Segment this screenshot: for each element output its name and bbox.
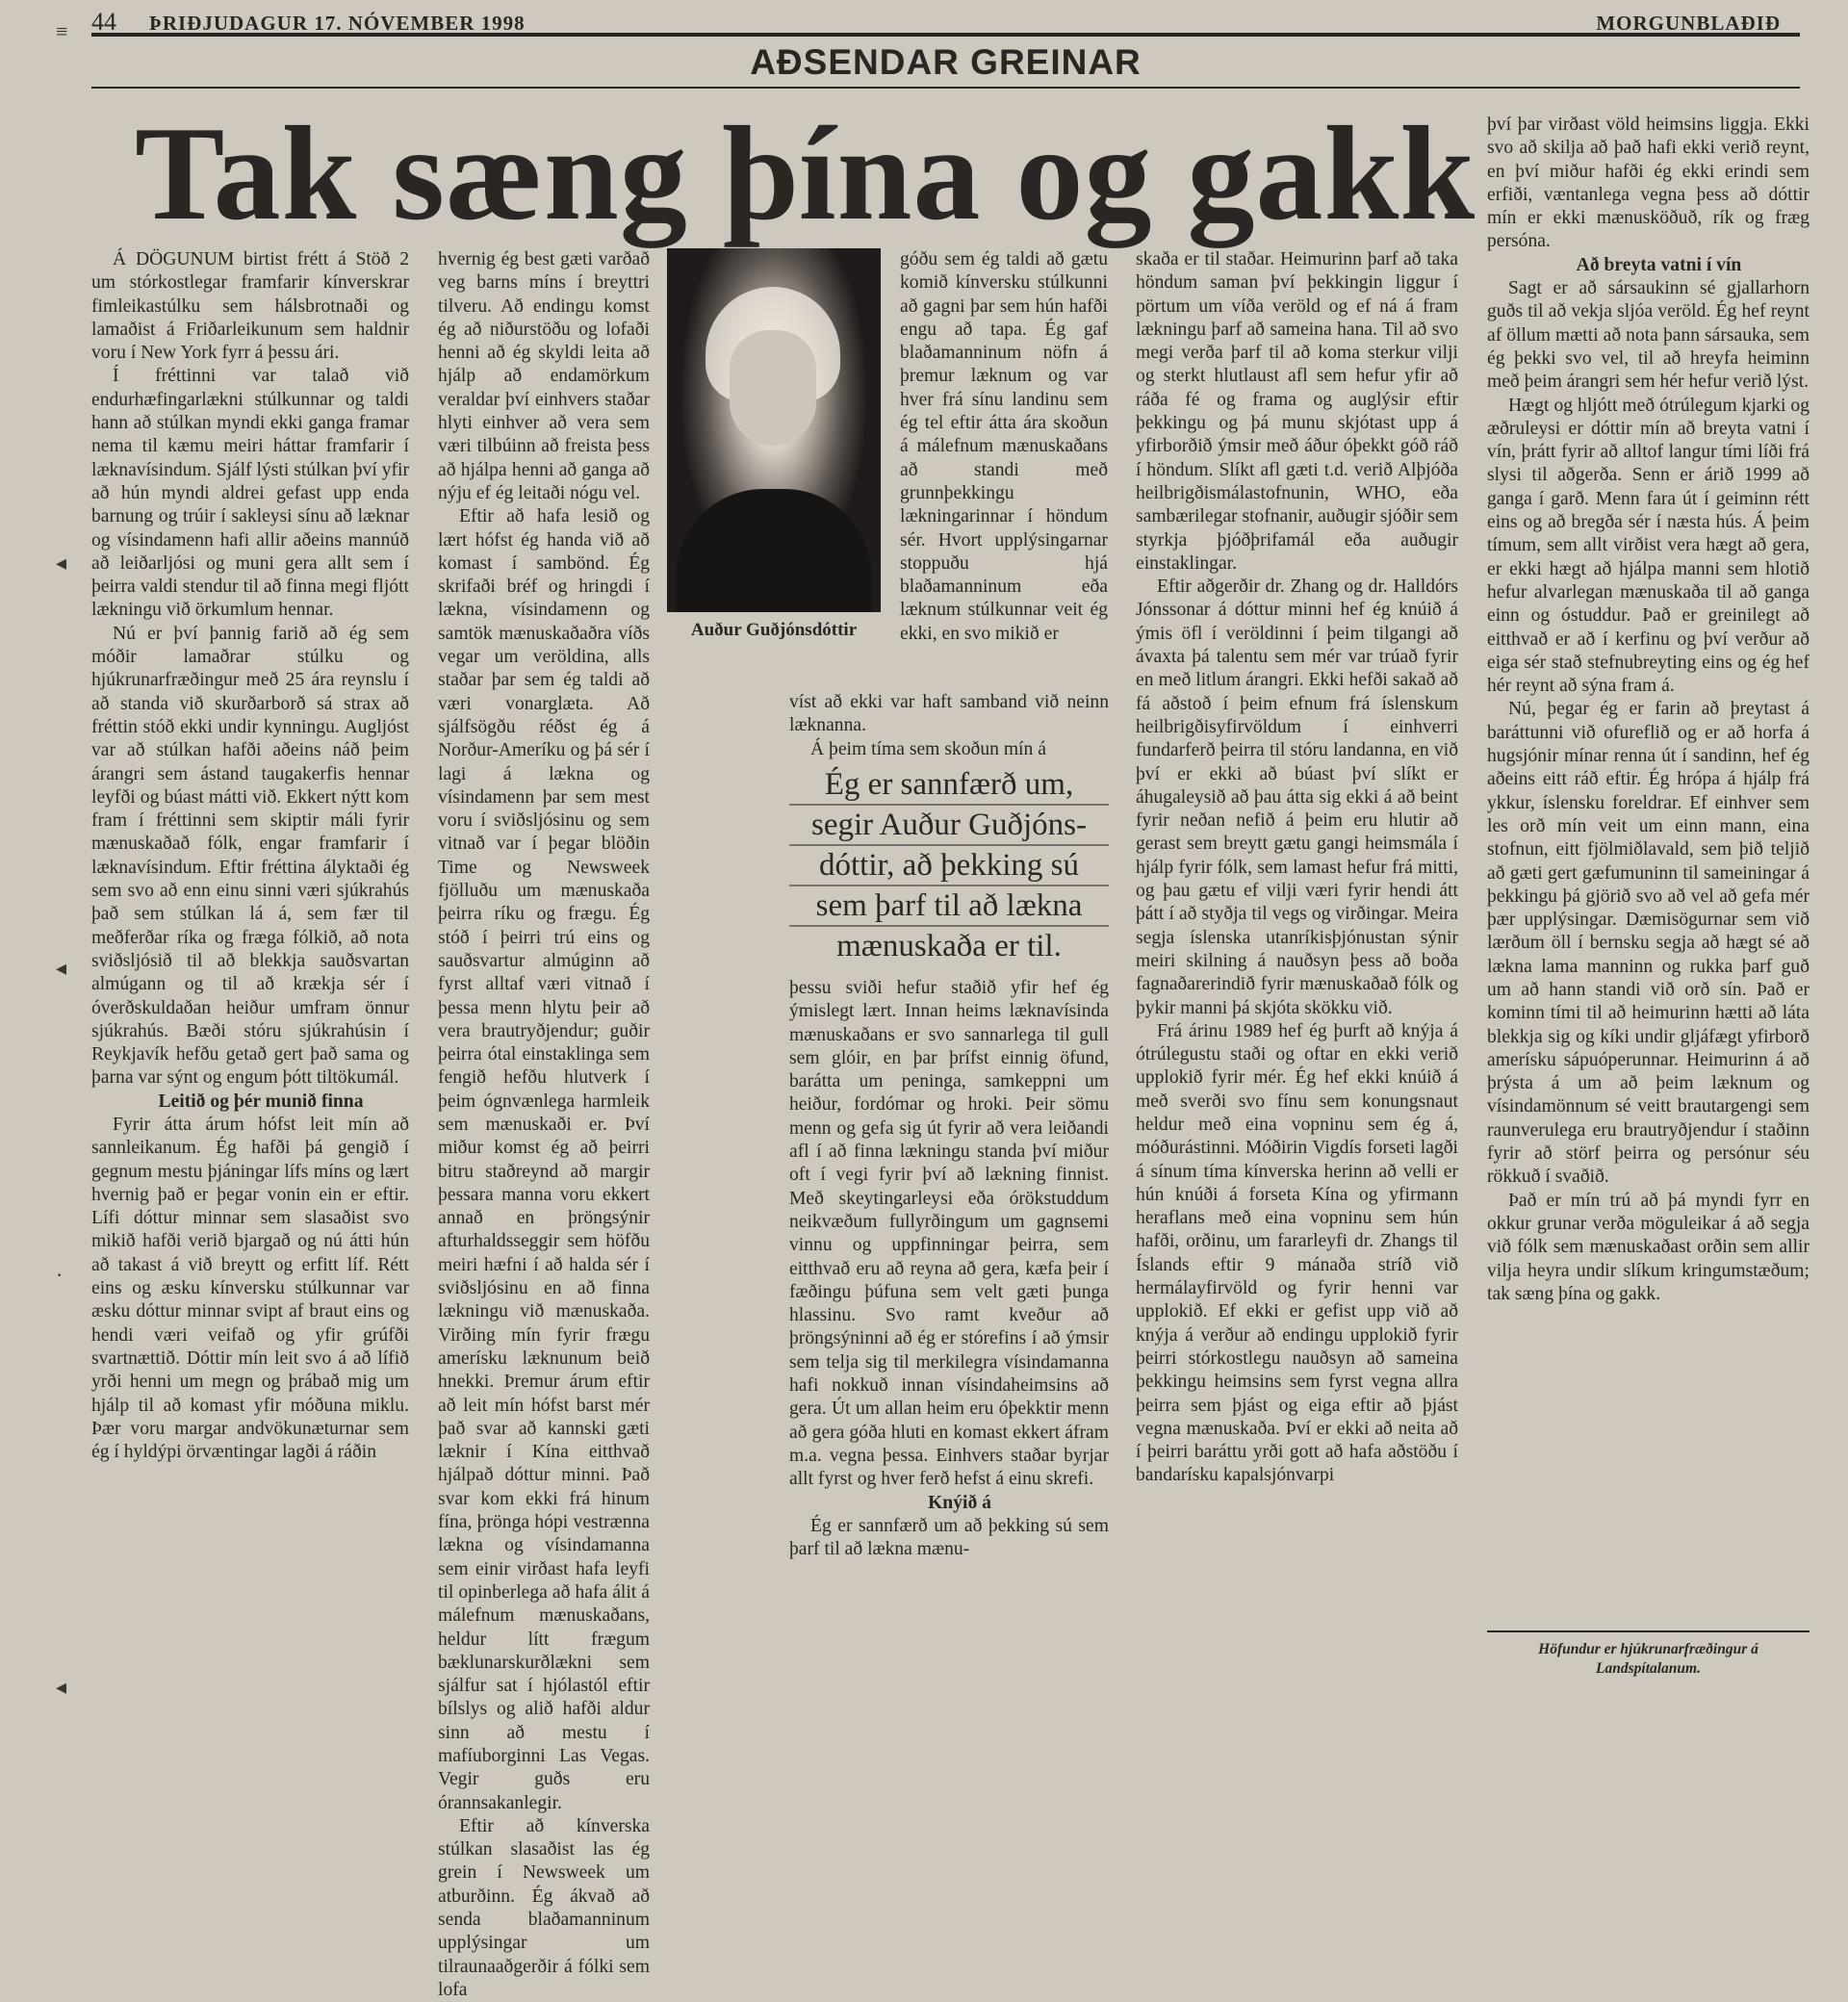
article-paragraph: Hægt og hljótt með ótrúlegum kjarki og æðruleysi er dóttir mín að breyta vatni í vín, þrátt fyrir að alltof langur tími líði frá slysi til aðgerða. Senn er árið 1999 að ganga í garð. Menn fara út í geiminn rétt eins og að bregða sér í næsta hús. Á þeim tímum, sem allt virðist vera hægt að gera, er ekki hægt að hjálpa manni sem hlotið hefur alvarlegan mænuskaða til að ganga einn og óstuddur. Það er greinilegt að eitthvað er að í kerfinu og því verður að eiga sér stað stefnubreyting eins og ég hef hér reynt að sýna fram á. bbox=[1487, 395, 1810, 697]
article-column-3-bottom bbox=[789, 977, 1109, 1684]
article-paragraph: Nú, þegar ég er farin að þreytast á baráttunni við ofureflið og er að horfa á hugsjónir mínar renna út í sandinn, hef ég aðeins eitt ráð eftir. Ég hrópa á hjálp frá ykkur, íslensku foreldrar. Ef einhver sem les orð mín veit um einn mann, eina stofnun, eitt fjölmiðlavald, sem þið teljið að gæti gert gæfumuninn til sameiningar á þekkingu þá gjörið svo að vel að gefa mér þær upplýsingar. Dæmisögurnar sem við lærðum öll í bernsku segja að hægt sé að lækna lama manninn og rukka þarf guð um að hann standi við orð sín. Það er kominn tími til að heimurinn hætti að láta blekkja sig og kíki undir gljáfægt yfirborð amerísku sápuóperunnar. Heimurinn á að þrýsta á um að þeim læknum og vísindamönnum sé veitt brautargengi sem raunverulega eru brautryðjendur í staðinn fyrir að störf þeirra og persónur séu rökkuð í svaðið. bbox=[1487, 699, 1810, 1188]
article-paragraph: Eftir aðgerðir dr. Zhang og dr. Halldórs Jónssonar á dóttur minni hef ég knúið á ýmis öfl í veröldinni í þeim tilgangi að ávaxta þá talentu sem mér var trúað fyrir en með litlum árangri. Ekki hefði sakað að fá aðstoð í þeim efnum frá íslenskum heilbrigðisyfirvöldum í einhverri fundarferð þeirra til stóru landanna, en við því er ekki að búast því slíkt er áhugaleysið að þau átta sig ekki á að beint fyrir neðan nefið á þeim eru hlutir að gerast sem breytt gætu gangi heimsmála í hjálp fyrir fólk, sem lamast hefur frá mitti, og þau gætu ef vilji væri fyrir hendi átt þátt í að styðja til vegs og virðingar. Meira segja íslenska utanríkisþjónustan sýnir meiri skilning á nauðsyn þess að boða fagnaðarerindið fyrir mænuskaðað fólk og þykir manni þá skjóta skökku við. bbox=[1136, 577, 1458, 1018]
article-column-3-mid bbox=[789, 691, 1109, 762]
pull-quote-line: dóttir, að þekking sú bbox=[789, 846, 1109, 886]
article-paragraph: Eftir að hafa lesið og lært hófst ég handa við að komast í sambönd. Ég skrifaði bréf og hringdi í lækna, vísindamenn og samtök mænuskaðaðra víðs vegar um veröldina, alls staðar þar sem ég taldi að væri vonarglæta. Að sjálfsögðu réðst ég á Norður-Ameríku og þá sér í lagi á lækna og vísindamenn þar sem mest voru í sviðsljósinu og sem vitnað var í þegar blöðin Time og Newsweek fjölluðu um mænuskaða þeirra ríku og frægu. Ég stóð í þeirri trú eins og sauðsvartur almúginn að fyrst alltaf væri vitnað í þessa menn hlytu þeir að vera brautryðjendur; guðir þeirra ótal einstaklinga sem fengið hefðu hlutverk í þeim ógnvænlega harmleik sem mænuskaði er. Því miður komst ég að þeirri bitru staðreynd að margir þessara manna voru ekkert annað en þröngsýnir afturhaldsseggir sem höfðu meiri hæfni í að halda sér í sviðsljósinu en að finna lækningu við mænuskaða. Virðing mín fyrir frægu amerísku læknunum beið hnekki. Þremur árum eftir að leit mín hófst barst mér það svar að kannski gæti læknir í Kína eitthvað hjálpað dóttur minni. Það svar kom ekki frá hinum fína, þrönga hópi vestrænna lækna og vísindamanna sem einir virðast hafa leyfi til opinberlega að hafa álit á málefnum mænuskaðans, heldur lítt frægum bæklunarskurðlækni sem sjálfur sat í hjólastól eftir bílslys og alið hafði aldur sinn að mestu í mafíuborginni Las Vegas. Vegir guðs eru órannsakanlegir. bbox=[438, 506, 650, 1813]
photo-caption: Auður Guðjónsdóttir bbox=[690, 620, 858, 640]
article-paragraph: þessu sviði hefur staðið yfir hef ég ýmislegt lært. Innan heims læknavísinda mænuskaðans er svo sannarlega til gull sem glóir, en þar þrífst einnig öfund, barátta um peninga, samkeppni um heiður, fordómar og hroki. Þeir sömu menn og gefa sig út fyrir að vera leiðandi afl í að finna lækningu standa því miður oft í vegi fyrir því að lækning finnist. Með skeytingarleysi eða órökstuddum neikvæðum fullyrðingum um gagnsemi vinnu og uppfinningar þeirra, sem eitthvað eru að reyna að gera, kæfa þeir í fæðingu þúfuna sem velt gæti þunga hlassinu. Svo ramt kveður að þröngsýninni að ég er stórefins í að ýmsir sem telja sig til merkilegra vísindamanna hafi nokkuð innan vísindaheimsins að gera. Út um allan heim eru óþekktir menn að gera góða hluti en komast ekkert áfram m.a. vegna þessa. Einhvers staðar byrjar allt fyrst og hver ferð hefst á einu skrefi. bbox=[789, 978, 1109, 1490]
margin-mark: · bbox=[56, 1263, 64, 1287]
article-column-1 bbox=[91, 248, 409, 1682]
article-column-2-top bbox=[438, 248, 650, 2000]
article-paragraph: Frá árinu 1989 hef ég þurft að knýja á ótrúlegustu staði og oftar en ekki verið upplokið fyrir mér. Ég hef ekki knúið á með sverði svo fínu sem konungsnaut heldur með eina vopninu sem ég á, móðurástinni. Móðirin Vigdís forseti lagði á sínum tíma kínverska herinn að velli er hún knúði á forseta Kína og yfirmann heraflans með eina vopninu sem hún hafði, orðinu, um fararleyfi dr. Zhangs til Íslands eftir 9 mánaða stríð við hermálayfirvöld og fyrir henni var upplokið. Ef ekki er gefist upp við að knýja á verður að endingu upplokið fyrir þeirri stórkostlegu nauðsyn að sameina þekkingu heimsins sem fyrst vegna allra þeirra sem þjást og eiga eftir að þjást vegna mænuskaða. Því er ekki að neita að í þeirri baráttu yrði gott að hafa aðstöðu í bandarísku kapalsjónvarpi bbox=[1136, 1020, 1458, 1486]
article-column-5 bbox=[1487, 114, 1810, 1625]
author-photo bbox=[667, 248, 881, 612]
article-paragraph: Á DÖGUNUM birtist frétt á Stöð 2 um stórkostlegar framfarir kínverskrar fimleikastúlku sem hálsbrotnaði og lamaðist á Friðarleikunum sem haldnir voru í New York fyrr á þessu ári. bbox=[91, 249, 409, 364]
margin-mark: ◂ bbox=[56, 1675, 67, 1699]
article-paragraph: Á þeim tíma sem skoðun mín á bbox=[810, 738, 1046, 759]
pull-quote-line: sem þarf til að lækna bbox=[789, 886, 1109, 927]
article-column-4 bbox=[1136, 248, 1458, 1682]
margin-mark: ◂ bbox=[56, 956, 67, 980]
article-paragraph: skaða er til staðar. Heimurinn þarf að taka höndum saman því þekkingin liggur í pörtum um víða veröld og ef ná á fram lækningu þarf að sameina hana. Til að svo megi verða þarf til að koma sterkur vilji og sterkt hlutlaust afl sem hefur yfir að ráða fé og frama og auglýsir eftir þekkingu og þá munu skjótast upp á yfirborðið ýmsir með áður óþekkt góð ráð í höndum. Slíkt afl gæti t.d. verið Alþjóða heilbrigðismálastofnunin, WHO, eða sambærilegar stofnanir, auðugir sjóðir sem styrkja þjóðþrifamál eða auðugir einstaklingar. bbox=[1136, 249, 1458, 574]
article-paragraph: Það er mín trú að þá myndi fyrr en okkur grunar verða möguleikar á að segja við fólk sem mænuskaðast orðin sem allir vilja heyra undir slíkum kringumstæðum; tak sæng þína og gakk. bbox=[1487, 1190, 1810, 1304]
article-paragraph: Fyrir átta árum hófst leit mín að sannleikanum. Ég hafði þá gengið í gegnum mestu þjáningar lífs míns og lært hvernig það er þegar vonin ein er eftir. Lífi dóttur minnar sem slasaðist svo mikið hafði verið bjargað og nú átti hún að takast á við breytt og erfitt líf. Rétt eins og æsku kínversku stúlkunnar var æsku dóttur minnar svipt af braut eins og hendi væri veifað og yfir grúfði svartnættið. Dóttir mín leit svo á að lífið yrði henni um megn og þrábað mig um hjálp til að komast yfir móðuna miklu. Þær voru margar andvökunæturnar sem ég í hyldýpi örvæntingar lagði á ráðin bbox=[91, 1114, 409, 1463]
article-paragraph: hvernig ég best gæti varðað veg barns míns í breyttri tilveru. Að endingu komst ég að niðurstöðu og lofaði henni að ég skyldi leita að hjálp að endamörkum veraldar því einhvers staðar hlyti einhver að vera sem væri tilbúinn að freista þess að hjálpa henni að ganga að nýju ef ég leitaði nógu vel. bbox=[438, 249, 650, 503]
article-paragraph: víst að ekki var haft samband við neinn læknanna. bbox=[789, 692, 1109, 736]
pull-quote-line: mænuskaða er til. bbox=[836, 929, 1062, 963]
article-paragraph: Í fréttinni var talað við endurhæfingarlækni stúlkunnar og taldi hann að stúlkan myndi ekki ganga framar nema til kæmu meiri háttar framfarir í læknavísindum. Sjálf lýsti stúlkan því yfir að hún myndi aldrei gefast upp enda barnung og trúir í sakleysi sínu að læknar og vísindamenn hafi allir aðeins mannúð að leiðarljósi og muni gera allt sem í þeirra valdi stendur til að finna megi fljótt lækningu við örkumlum hennar. bbox=[91, 366, 409, 621]
margin-mark: ≡ bbox=[56, 19, 68, 43]
page-number: 44 bbox=[91, 8, 116, 36]
subheading: Knýið á bbox=[928, 1492, 991, 1513]
running-header bbox=[91, 8, 1800, 37]
section-title: AÐSENDAR GREINAR bbox=[91, 42, 1800, 89]
pull-quote bbox=[789, 765, 1109, 965]
pull-quote-line: Ég er sannfærð um, bbox=[789, 765, 1109, 806]
subheading: Að breyta vatni í vín bbox=[1576, 254, 1742, 275]
pull-quote-line: segir Auður Guðjóns- bbox=[789, 806, 1109, 846]
margin-mark: ◂ bbox=[56, 551, 67, 575]
article-paragraph: góðu sem ég taldi að gætu komið kínversku stúlkunni að gagni þar sem hún hafði engu að tapa. Ég gaf blaðamanninum nöfn á þremur læknum og var hver frá sínu landinu sem ég tel eftir átta ára skoðun á málefnum mænuskaðans að standi með grunnþekkingu lækningarinnar í höndum sér. Hvort upplýsingarnar stoppuðu hjá blaðamanninum eða læknum stúlkunnar veit ég ekki, en svo mikið er bbox=[900, 249, 1108, 644]
author-note: Höfundur er hjúkrunarfræðingur á Landspítalanum. bbox=[1487, 1630, 1810, 1679]
article-paragraph: Eftir að kínverska stúlkan slasaðist las ég grein í Newsweek um atburðinn. Ég ákvað að senda blaðamanninum upplýsingar um tilraunaaðgerðir á fólki sem lofa bbox=[438, 1815, 650, 2000]
newspaper-name: MORGUNBLAÐIÐ bbox=[1596, 12, 1781, 35]
article-paragraph: Nú er því þannig farið að ég sem móðir lamaðrar stúlku og hjúkrunarfræðingur með 25 ára reynslu í að standa við skurðarborð sá strax að fréttin stóð ekki undir kynningu. Augljóst var að stúlkan hafði aðeins náð þeim árangri sem ástand taugakerfis hennar leyfði og búast mátti við. Ekkert nýtt kom fram í fréttinni sem skiptir máli fyrir mænuskaðað fólk, engar framfarir í læknavísindum. Eftir fréttina ályktaði ég sem svo að enn einu sinni væri sjúkrahús það sem stúlkan lá á, sem fær til meðferðar ríka og fræga fólkið, að nota sviðsljósið til að blekkja sauðsvartan almúgann og til að krækja sér í óverðskuldaðan heiður umfram önnur sjúkrahús. Bæði stóru sjúkrahúsin í Reykjavík hefðu getað gert það sama og þarna var sýnt og engum þótt tiltökumál. bbox=[91, 623, 409, 1089]
article-paragraph: Ég er sannfærð um að þekking sú sem þarf til að lækna mænu- bbox=[789, 1515, 1109, 1560]
article-paragraph: Sagt er að sársaukinn sé gjallarhorn guðs til að vekja sljóa veröld. Ég hef reynt af öllum mætti að nota þann sársauka, sem ég þekki svo vel, til að hreyfa heiminn með þeim árangri sem hér hefur verið lýst. bbox=[1487, 278, 1810, 393]
article-column-3-top bbox=[900, 248, 1108, 691]
headline: Tak sæng þína og gakk bbox=[135, 99, 1476, 248]
issue-date: ÞRIÐJUDAGUR 17. NÓVEMBER 1998 bbox=[149, 12, 526, 35]
subheading: Leitið og þér munið finna bbox=[158, 1091, 364, 1112]
article-paragraph: því þar virðast völd heimsins liggja. Ekki svo að skilja að það hafi ekki verið reynt, en því miður hafði ég ekki erindi sem erfiði, væntanlega vegna þess að dóttir mín er ekki mænusköðuð, rík og fræg persóna. bbox=[1487, 115, 1810, 252]
